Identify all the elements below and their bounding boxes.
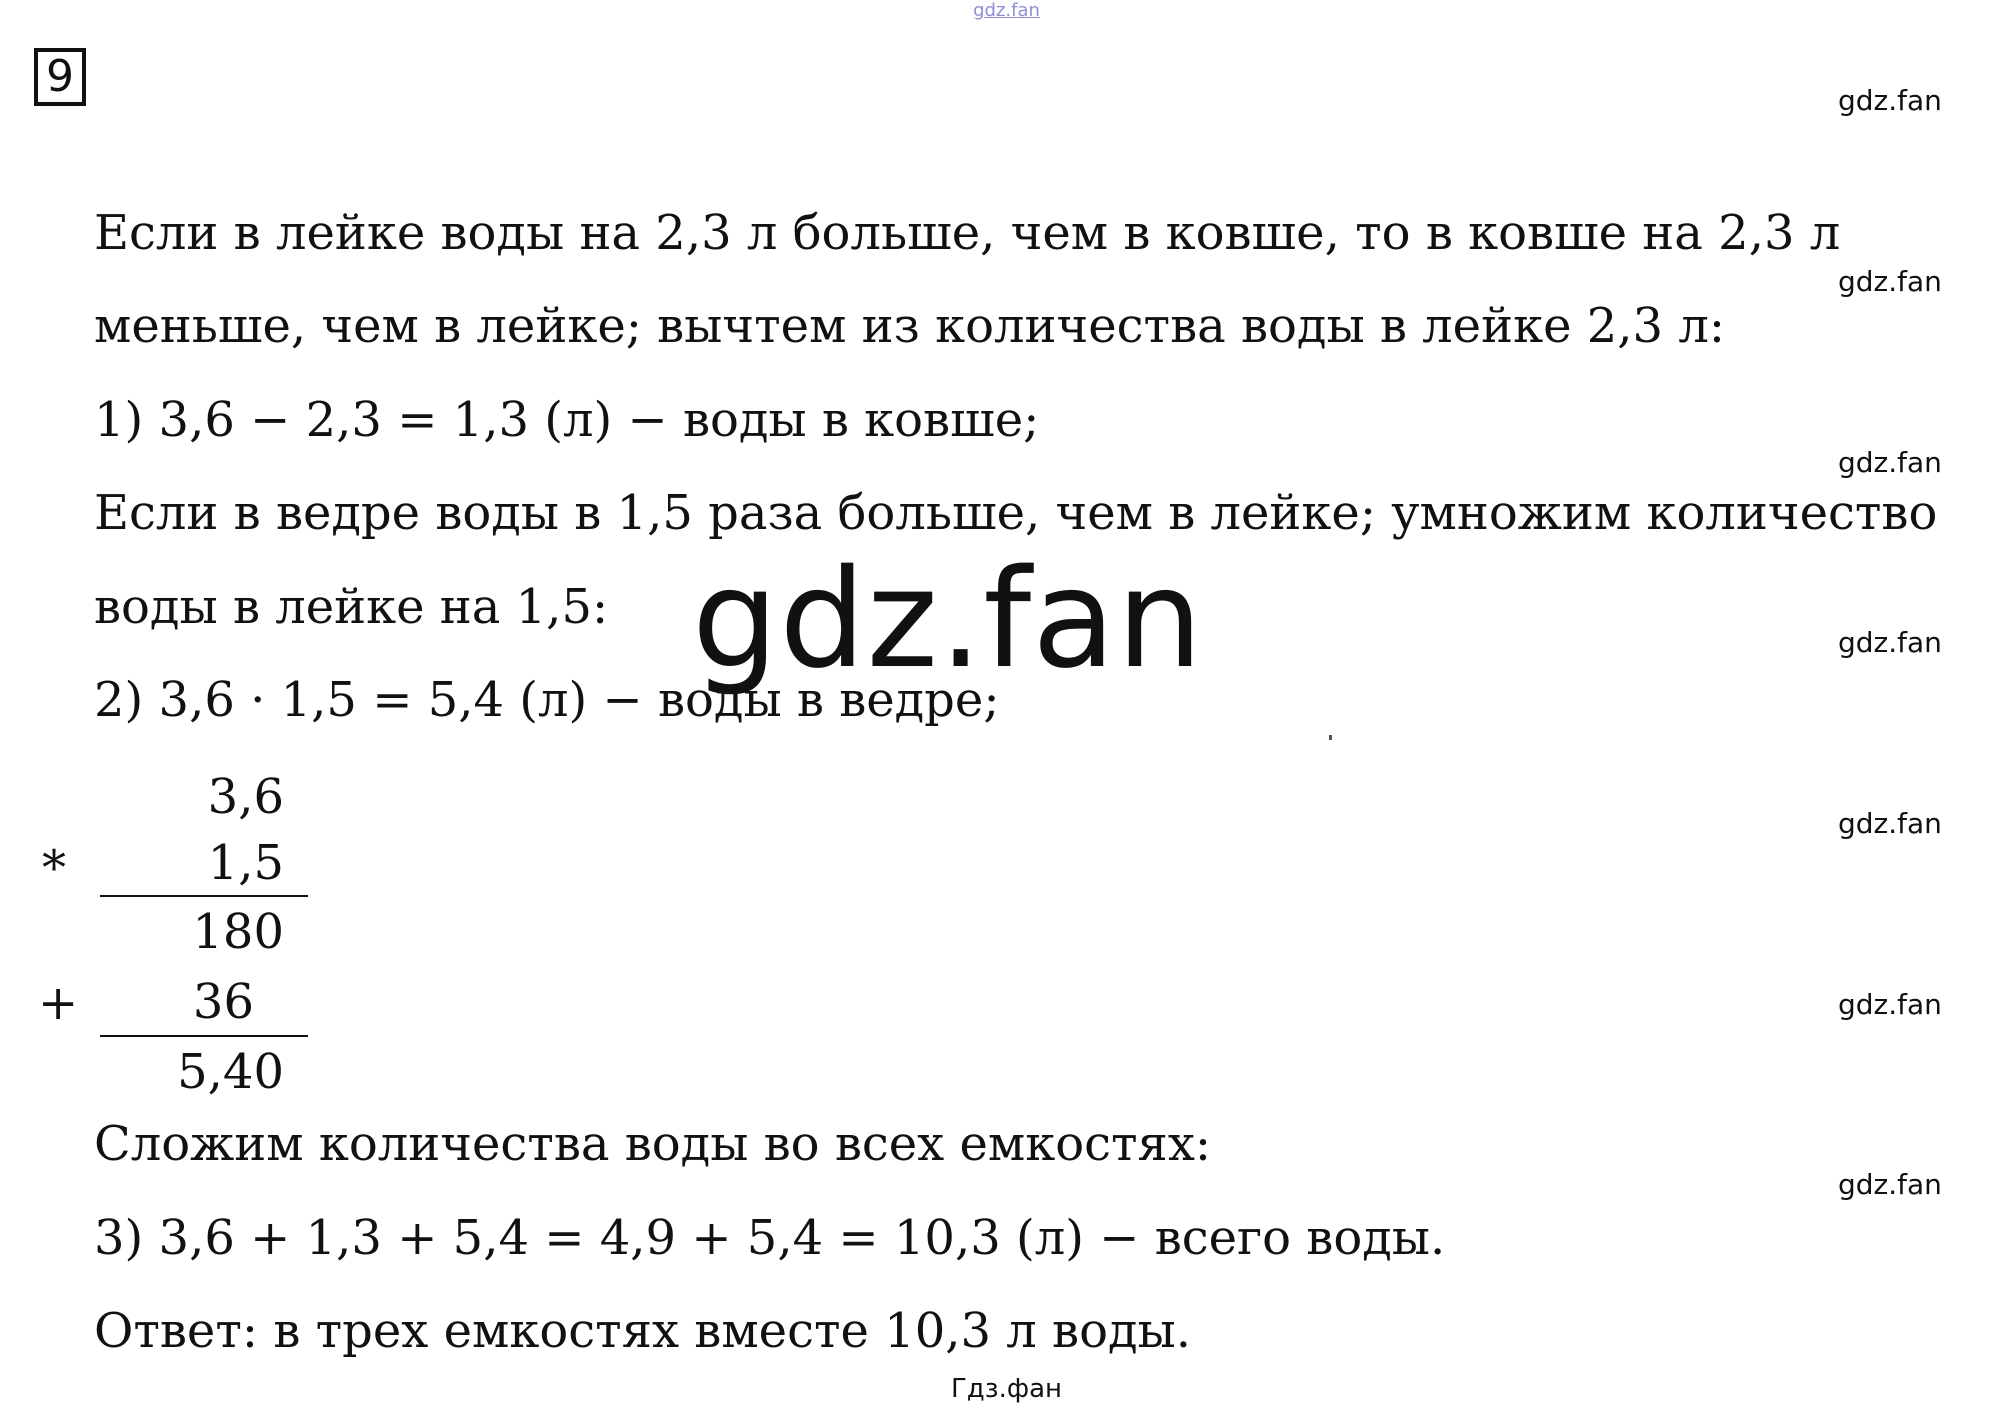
solution-line-2: меньше, чем в лейке; вычтем из количества воды в лейке 2,3 л: xyxy=(94,298,1725,354)
solution-line-5: воды в лейке на 1,5: xyxy=(94,579,609,635)
top-watermark-link: gdz.fan xyxy=(973,0,1040,21)
side-watermark: gdz.fan xyxy=(1838,1168,1942,1201)
side-watermark: gdz.fan xyxy=(1838,626,1942,659)
answer-line: Ответ: в трех емкостях вместе 10,3 л воды. xyxy=(94,1303,1191,1359)
column-partial-1: 180 xyxy=(192,904,284,960)
side-watermark: gdz.fan xyxy=(1838,84,1942,117)
center-watermark: gdz.fan xyxy=(692,541,1204,699)
column-rule-2 xyxy=(100,1035,308,1037)
solution-line-3: 1) 3,6 − 2,3 = 1,3 (л) − воды в ковше; xyxy=(94,392,1040,448)
task-number-box: 9 xyxy=(34,48,86,106)
column-partial-2: 36 xyxy=(192,974,254,1030)
column-multiply-sign: * xyxy=(42,840,66,896)
solution-line-6: 2) 3,6 · 1,5 = 5,4 (л) − воды в ведре; xyxy=(94,672,1000,728)
side-watermark: gdz.fan xyxy=(1838,265,1942,298)
solution-line-8: 3) 3,6 + 1,3 + 5,4 = 4,9 + 5,4 = 10,3 (л) − всего воды. xyxy=(94,1210,1446,1266)
side-watermark: gdz.fan xyxy=(1838,807,1942,840)
column-rule-1 xyxy=(100,895,308,897)
solution-line-4: Если в ведре воды в 1,5 раза больше, чем в лейке; умножим количество xyxy=(94,485,1938,541)
bottom-watermark: Гдз.фан xyxy=(950,1374,1063,1404)
side-watermark: gdz.fan xyxy=(1838,446,1942,479)
solution-line-7: Сложим количества воды во всех емкостях: xyxy=(94,1116,1212,1172)
stray-mark xyxy=(1329,735,1332,740)
column-result: 5,40 xyxy=(177,1044,284,1100)
column-plus-sign: + xyxy=(38,975,79,1031)
side-watermark: gdz.fan xyxy=(1838,988,1942,1021)
column-multiplicand: 3,6 xyxy=(207,769,284,825)
solution-line-1: Если в лейке воды на 2,3 л больше, чем в ковше, то в ковше на 2,3 л xyxy=(94,205,1841,261)
column-multiplier: 1,5 xyxy=(207,835,284,891)
